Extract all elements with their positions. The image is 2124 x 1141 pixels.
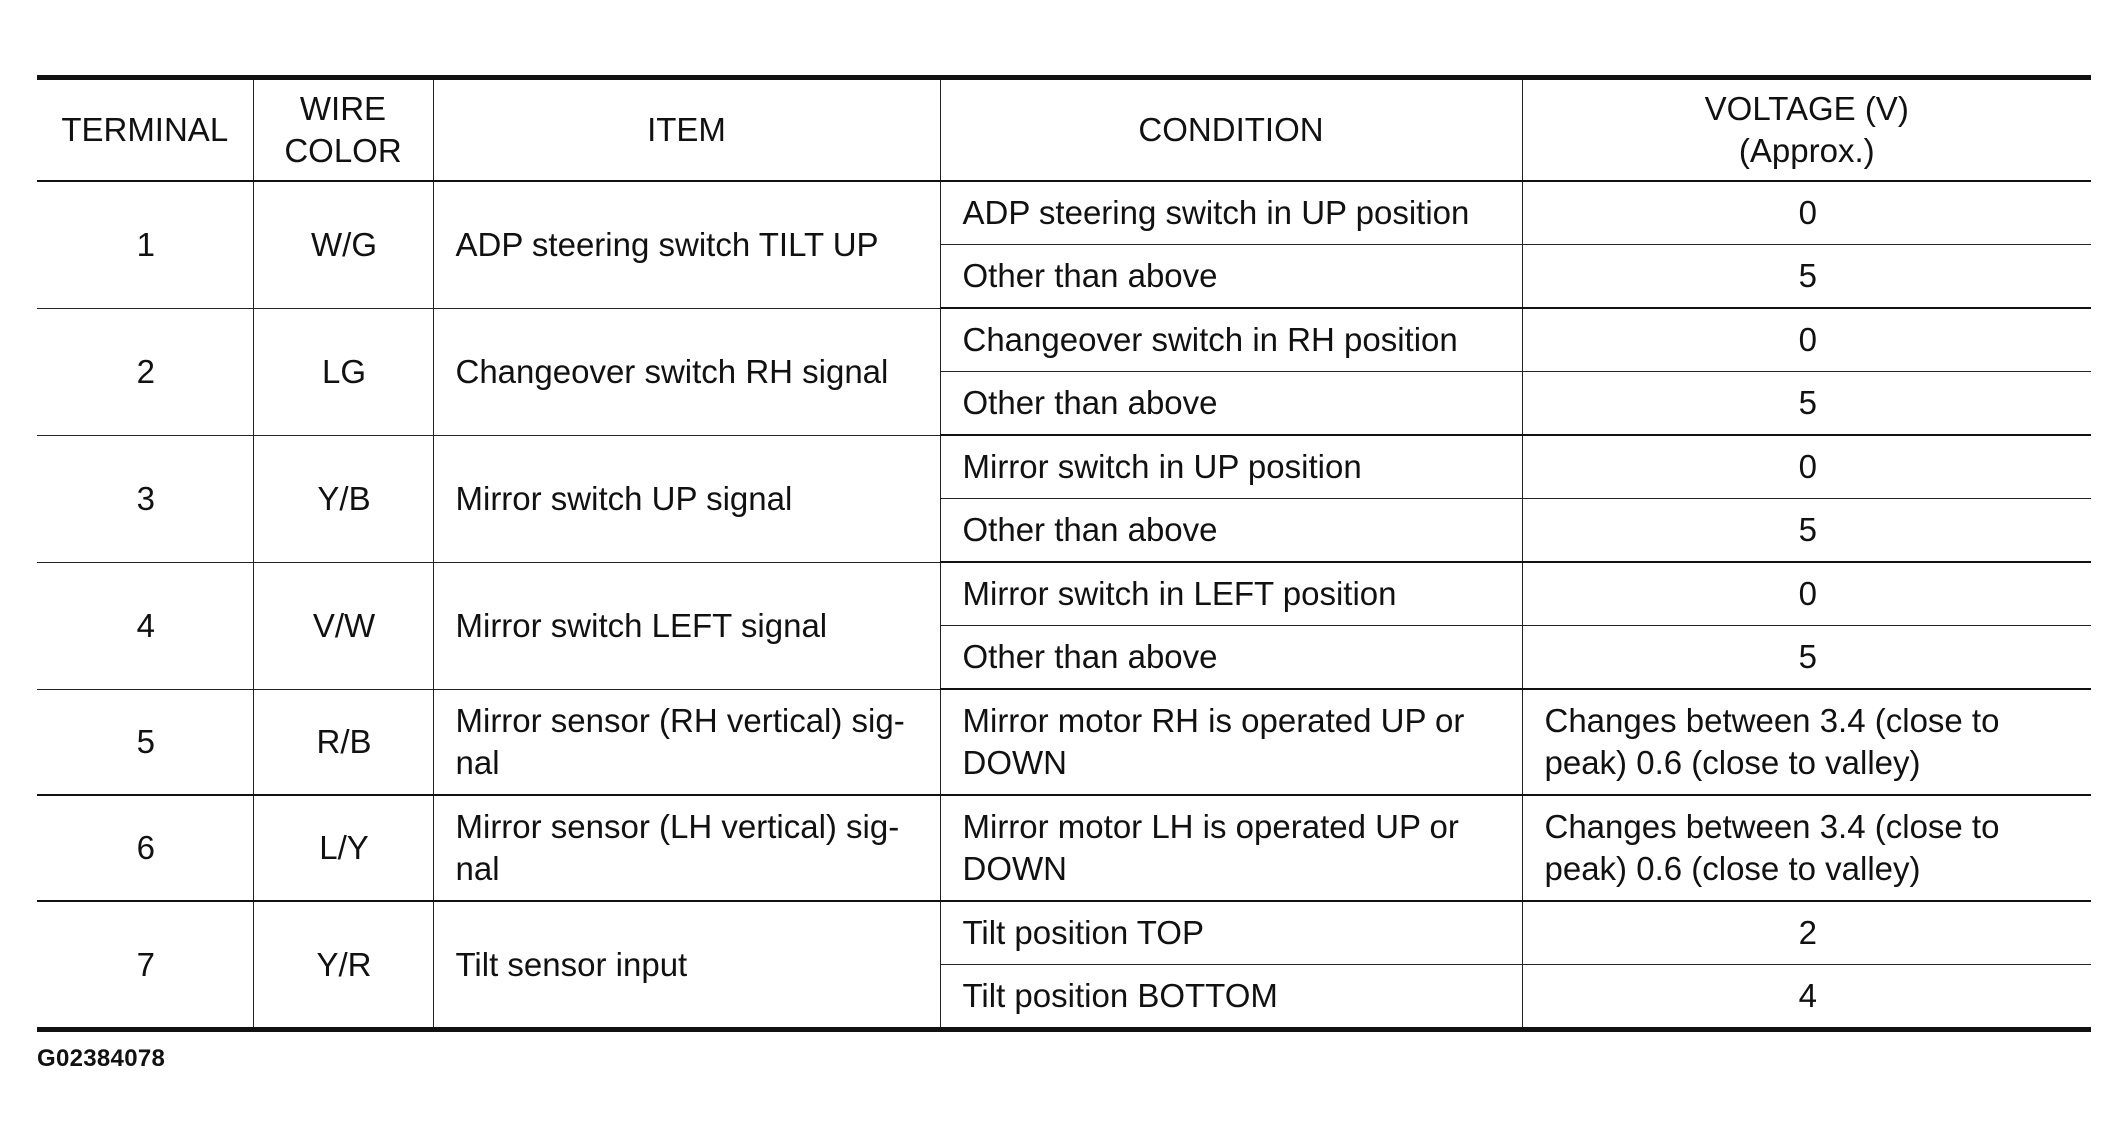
- condition-cell: ADP steering switch in UP position: [940, 181, 1522, 245]
- table-row: [37, 435, 2091, 499]
- condition-cell: Other than above: [940, 245, 1522, 309]
- header-condition: [940, 78, 1522, 182]
- condition-cell: Changeover switch in RH position: [940, 308, 1522, 372]
- item-cell: Mirror sensor (LH vertical) sig- nal: [433, 795, 940, 901]
- voltage-cell: Changes between 3.4 (close to peak) 0.6 (close to valley): [1522, 689, 2091, 795]
- header-terminal-label: TERMINAL: [61, 111, 229, 148]
- terminal-voltage-table: [37, 75, 2091, 1032]
- header-terminal: [37, 78, 253, 182]
- header-item: [433, 78, 940, 182]
- table-row: [37, 689, 2091, 795]
- item-cell: Tilt sensor input: [433, 901, 940, 1030]
- table-row: [37, 795, 2091, 901]
- wire-color-cell: R/B: [253, 689, 433, 795]
- condition-cell: Tilt position TOP: [940, 901, 1522, 965]
- item-cell: ADP steering switch TILT UP: [433, 181, 940, 308]
- voltage-cell: 0: [1522, 308, 2091, 372]
- wire-color-cell: L/Y: [253, 795, 433, 901]
- figure-id: G02384078: [37, 1045, 166, 1072]
- voltage-cell: 5: [1522, 245, 2091, 309]
- header-item-label: ITEM: [647, 111, 726, 148]
- condition-cell: Other than above: [940, 499, 1522, 563]
- terminal-cell: 3: [37, 435, 253, 562]
- voltage-cell: 0: [1522, 435, 2091, 499]
- table-row: [37, 308, 2091, 372]
- voltage-cell: Changes between 3.4 (close to peak) 0.6 (close to valley): [1522, 795, 2091, 901]
- item-cell: Changeover switch RH signal: [433, 308, 940, 435]
- condition-cell: Tilt position BOTTOM: [940, 965, 1522, 1030]
- item-cell: Mirror sensor (RH vertical) sig- nal: [433, 689, 940, 795]
- header-row: [37, 78, 2091, 182]
- table-row: [37, 901, 2091, 965]
- voltage-cell: 0: [1522, 562, 2091, 626]
- wire-color-cell: Y/R: [253, 901, 433, 1030]
- table-row: [37, 181, 2091, 245]
- voltage-cell: 5: [1522, 626, 2091, 690]
- voltage-cell: 5: [1522, 372, 2091, 436]
- condition-cell: Mirror motor LH is operated UP or DOWN: [940, 795, 1522, 901]
- table-row: [37, 562, 2091, 626]
- condition-cell: Mirror switch in LEFT position: [940, 562, 1522, 626]
- header-voltage-line2: (Approx.): [1738, 132, 1875, 169]
- condition-cell: Other than above: [940, 372, 1522, 436]
- header-voltage-line1: VOLTAGE (V): [1704, 90, 1909, 127]
- voltage-cell: 2: [1522, 901, 2091, 965]
- terminal-cell: 1: [37, 181, 253, 308]
- voltage-cell: 0: [1522, 181, 2091, 245]
- header-wire-color-line2: COLOR: [284, 132, 402, 169]
- condition-cell: Mirror switch in UP position: [940, 435, 1522, 499]
- header-voltage: [1522, 78, 2091, 182]
- terminal-cell: 6: [37, 795, 253, 901]
- item-cell: Mirror switch LEFT signal: [433, 562, 940, 689]
- terminal-cell: 2: [37, 308, 253, 435]
- terminal-cell: 4: [37, 562, 253, 689]
- wire-color-cell: LG: [253, 308, 433, 435]
- header-wire-color-line1: WIRE: [299, 90, 387, 127]
- item-cell: Mirror switch UP signal: [433, 435, 940, 562]
- header-condition-label: CONDITION: [1138, 111, 1324, 148]
- header-wire-color: [253, 78, 433, 182]
- terminal-cell: 5: [37, 689, 253, 795]
- wire-color-cell: W/G: [253, 181, 433, 308]
- wire-color-cell: V/W: [253, 562, 433, 689]
- condition-cell: Mirror motor RH is operated UP or DOWN: [940, 689, 1522, 795]
- terminal-cell: 7: [37, 901, 253, 1030]
- condition-cell: Other than above: [940, 626, 1522, 690]
- voltage-cell: 4: [1522, 965, 2091, 1030]
- wire-color-cell: Y/B: [253, 435, 433, 562]
- voltage-cell: 5: [1522, 499, 2091, 563]
